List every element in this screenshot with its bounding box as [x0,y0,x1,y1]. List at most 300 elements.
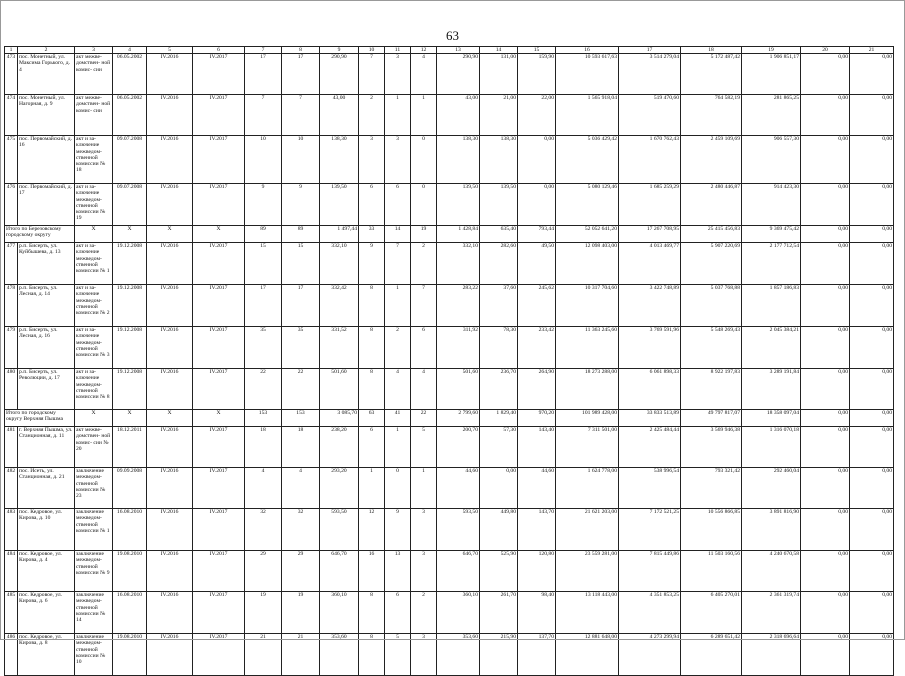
table-cell: 21,00 [480,95,518,136]
subtotal-cell: 63 [359,410,385,427]
table-cell: 0,00 [850,369,894,410]
subtotal-cell: 33 [359,226,385,243]
table-cell: IV.2016 [147,285,193,327]
table-cell: 44,60 [518,468,556,509]
table-cell: 646,70 [437,551,480,592]
table-cell: 0,00 [801,54,850,95]
table-cell: 538 996,54 [619,468,681,509]
table-cell: 474 [5,95,18,136]
table-cell: 236,70 [480,369,518,410]
table-cell: 143,40 [518,427,556,468]
table-cell: IV.2017 [193,509,245,551]
table-cell: 3 891 816,90 [742,509,801,551]
table-cell: 0,00 [850,184,894,226]
table-cell: 19.12.2008 [113,285,147,327]
table-cell: 10 [282,136,320,184]
table-cell: 7 [282,95,320,136]
table-cell: 0,00 [801,184,850,226]
subtotal-cell: 2 799,60 [437,410,480,427]
subtotal-cell: 18 358 097,04 [742,410,801,427]
table-cell: 12 098 403,00 [556,243,619,285]
table-cell: 57,30 [480,427,518,468]
table-cell: IV.2016 [147,427,193,468]
table-cell: IV.2016 [147,136,193,184]
table-cell: IV.2016 [147,592,193,634]
subtotal-cell: 0,00 [801,410,850,427]
table-cell: пос. Кедровое, ул. Кирова, д. 8 [18,634,75,676]
subtotal-label: Итого по Березовскому городскому округу [5,226,75,243]
column-number: 16 [556,47,619,54]
table-cell: 1 685 259,29 [619,184,681,226]
table-cell: 11 363 245,60 [556,327,619,369]
table-cell: 519 470,60 [619,95,681,136]
table-cell: р.п. Бисерть, ул. Лесная, д. 14 [18,285,75,327]
subtotal-cell: 3 085,70 [320,410,359,427]
table-cell: 19 [245,592,282,634]
table-cell: пос. Монетный, ул. Нагорная, д. 9 [18,95,75,136]
table-cell: пос. Первомайский, д. 17 [18,184,75,226]
table-cell: 29 [282,551,320,592]
table-cell: 290,90 [437,54,480,95]
table-cell: IV.2017 [193,369,245,410]
table-cell: 475 [5,136,18,184]
column-number: 9 [320,47,359,54]
table-cell: 5 907 220,69 [681,243,742,285]
table-cell: 139,50 [480,184,518,226]
table-cell: 5 [411,427,437,468]
column-number: 15 [518,47,556,54]
table-cell: IV.2017 [193,634,245,676]
table-cell: 360,10 [437,592,480,634]
table-cell: 7 172 521,25 [619,509,681,551]
table-cell: 7 311 501,00 [556,427,619,468]
subtotal-cell: 52 052 641,20 [556,226,619,243]
subtotal-cell: 1 829,40 [480,410,518,427]
table-cell: 0,00 [801,136,850,184]
subtotal-cell: 0,00 [850,410,894,427]
table-row [5,468,894,509]
table-cell: 19.12.2008 [113,243,147,285]
table-cell: 120,80 [518,551,556,592]
table-cell: 6 061 898,33 [619,369,681,410]
table-row [5,592,894,634]
subtotal-cell: 1 428,84 [437,226,480,243]
table-cell: 137,70 [518,634,556,676]
table-cell: 200,70 [437,427,480,468]
table-cell: 10 593 617,63 [556,54,619,95]
table-cell: акт межве- домствен- ной комис- сии № 20 [75,427,113,468]
table-cell: 3 [385,54,411,95]
table-cell: 233,42 [518,327,556,369]
table-cell: 501,60 [437,369,480,410]
table-cell: 1 670 762,43 [619,136,681,184]
table-cell: 0 [411,184,437,226]
table-cell: 18 [282,427,320,468]
column-number: 1 [5,47,18,54]
table-cell: 282,60 [480,243,518,285]
table-cell: 138,30 [480,136,518,184]
table-cell: IV.2017 [193,243,245,285]
table-cell: 481 [5,427,18,468]
table-cell: 3 769 591,96 [619,327,681,369]
subtotal-cell: X [147,226,193,243]
table-cell: 1 [359,468,385,509]
table-cell: 292 460,04 [742,468,801,509]
table-cell: 139,50 [437,184,480,226]
table-cell: 6 [385,592,411,634]
subtotal-cell: 0,00 [801,226,850,243]
table-cell: 2 318 696,64 [742,634,801,676]
table-cell: 793 321,42 [681,468,742,509]
table-cell: 2 480 446,87 [681,184,742,226]
table-cell: 2 [411,243,437,285]
table-cell: заключение межведом- ственной комиссии № 23 [75,468,113,509]
table-cell: 7 [385,243,411,285]
table-cell: 290,90 [320,54,359,95]
column-number: 20 [801,47,850,54]
table-cell: заключение межведом- ственной комиссии № 1 [75,509,113,551]
table-cell: 78,30 [480,327,518,369]
table-cell: 764 582,19 [681,95,742,136]
table-cell: 914 423,30 [742,184,801,226]
table-cell: 138,30 [320,136,359,184]
table-cell: 2 361 319,74 [742,592,801,634]
table-cell: 13 118 443,00 [556,592,619,634]
table-cell: 0,00 [801,509,850,551]
table-cell: 501,60 [320,369,359,410]
table-cell: 4 013 469,77 [619,243,681,285]
table-cell: IV.2017 [193,184,245,226]
table-cell: пос. Кедровое, ул. Кирова, д. 10 [18,509,75,551]
subtotal-cell: 89 [245,226,282,243]
subtotal-cell: 33 833 513,89 [619,410,681,427]
table-row [5,369,894,410]
table-cell: 331,52 [320,327,359,369]
table-cell: 17 [245,285,282,327]
column-number: 18 [681,47,742,54]
table-cell: 245,62 [518,285,556,327]
table-cell: 476 [5,184,18,226]
table-cell: 8 [359,327,385,369]
table-cell: 2 [359,95,385,136]
table-cell: IV.2017 [193,95,245,136]
column-number: 10 [359,47,385,54]
table-cell: 0,00 [480,468,518,509]
subtotal-cell: X [113,410,147,427]
table-cell: 09.07.2008 [113,136,147,184]
table-row [5,327,894,369]
subtotal-cell: 101 989 428,00 [556,410,619,427]
table-cell: 906 557,30 [742,136,801,184]
table-cell: 1 624 778,00 [556,468,619,509]
table-cell: 138,30 [437,136,480,184]
table-cell: 1 316 070,18 [742,427,801,468]
table-cell: 19.08.2010 [113,551,147,592]
subtotal-cell: 1 497,44 [320,226,359,243]
table-cell: 293,20 [320,468,359,509]
table-cell: IV.2016 [147,243,193,285]
table-cell: 0,00 [801,243,850,285]
table-cell: 332,42 [320,285,359,327]
column-number: 13 [437,47,480,54]
table-cell: 332,10 [437,243,480,285]
table-row [5,551,894,592]
table-cell: акт и за- ключение межведом- ственной комиссии № 2 [75,285,113,327]
table-cell: 215,90 [480,634,518,676]
table-cell: 22 [245,369,282,410]
table-cell: 143,70 [518,509,556,551]
column-number: 2 [18,47,75,54]
column-number: 4 [113,47,147,54]
table-cell: 0,00 [801,468,850,509]
table-cell: 06.05.2002 [113,95,147,136]
table-cell: 1 [385,427,411,468]
table-cell: 21 [282,634,320,676]
table-cell: 19 [282,592,320,634]
table-cell: 43,00 [320,95,359,136]
table-cell: 32 [282,509,320,551]
table-cell: 16.08.2010 [113,509,147,551]
table-cell: 4 [282,468,320,509]
table-cell: 9 [359,243,385,285]
table-cell: 4 240 670,58 [742,551,801,592]
table-cell: IV.2017 [193,592,245,634]
table-cell: 159,90 [518,54,556,95]
table-cell: пос. Кедровое, ул. Кирова, д. 4 [18,551,75,592]
table-cell: 10 556 866,85 [681,509,742,551]
column-number: 7 [245,47,282,54]
table-cell: 5 037 768,88 [681,285,742,327]
table-cell: IV.2017 [193,427,245,468]
table-cell: 2 425 484,44 [619,427,681,468]
table-cell: 0 [411,136,437,184]
table-row [5,54,894,95]
table-cell: 16.08.2010 [113,592,147,634]
table-cell: р.п. Бисерть, ул. Лесная, д. 16 [18,327,75,369]
table-cell: р.п. Бисерть, ул. Революции, д. 17 [18,369,75,410]
table-cell: заключение межведом- ственной комиссии № 10 [75,634,113,676]
table-row [5,285,894,327]
table-cell: заключение межведом- ственной комиссии № 14 [75,592,113,634]
column-number: 12 [411,47,437,54]
table-cell: 449,80 [480,509,518,551]
table-cell: 09.07.2008 [113,184,147,226]
table-cell: 9 [282,184,320,226]
page-number: 63 [446,28,459,43]
table-cell: акт и за- ключение межведом- ственной комиссии № 18 [75,136,113,184]
table-cell: 646,70 [320,551,359,592]
column-number: 6 [193,47,245,54]
table-cell: 311,92 [437,327,480,369]
table-cell: IV.2016 [147,184,193,226]
table-cell: 3 [411,509,437,551]
table-cell: IV.2016 [147,54,193,95]
table-cell: 6 [359,427,385,468]
column-number: 21 [850,47,894,54]
table-cell: 4 [245,468,282,509]
table-cell: 0,00 [850,285,894,327]
table-cell: 21 [245,634,282,676]
table-cell: 131,00 [480,54,518,95]
table-cell: 281 865,25 [742,95,801,136]
table-cell: 486 [5,634,18,676]
table-cell: IV.2016 [147,551,193,592]
subtotal-cell: 25 415 456,83 [681,226,742,243]
table-cell: 3 289 191,84 [742,369,801,410]
table-cell: 9 [385,509,411,551]
table-row [5,243,894,285]
table-cell: 9 [245,184,282,226]
table-cell: IV.2017 [193,54,245,95]
table-cell: 7 815 449,86 [619,551,681,592]
table-row [5,95,894,136]
table-cell: 2 177 712,54 [742,243,801,285]
table-cell: акт и за- ключение межведом- ственной комиссии № 8 [75,369,113,410]
table-cell: 23 559 281,00 [556,551,619,592]
table-cell: 0 [385,468,411,509]
subtotal-cell: 970,20 [518,410,556,427]
table-cell: 1 [411,95,437,136]
table-cell: 18 273 288,00 [556,369,619,410]
table-cell: 473 [5,54,18,95]
subtotal-cell: 17 267 708,95 [619,226,681,243]
table-cell: IV.2017 [193,468,245,509]
table-cell: 238,20 [320,427,359,468]
subtotal-cell: X [193,410,245,427]
table-cell: пос. Кедровое, ул. Кирова, д. 6 [18,592,75,634]
column-number-row [5,47,894,54]
table-cell: 3 422 748,89 [619,285,681,327]
subtotal-cell: 22 [411,410,437,427]
table-cell: 264,90 [518,369,556,410]
table-cell: 12 [359,509,385,551]
table-cell: 0,00 [850,327,894,369]
table-cell: пос. Исеть, ул. Станционная, д. 21 [18,468,75,509]
table-cell: 5 036 429,42 [556,136,619,184]
table-cell: 480 [5,369,18,410]
table-cell: 10 317 704,60 [556,285,619,327]
table-cell: пос. Первомайский, д. 16 [18,136,75,184]
table-cell: 332,10 [320,243,359,285]
table-cell: 17 [282,285,320,327]
subtotal-row [5,226,894,243]
column-number: 3 [75,47,113,54]
table-cell: 18 [245,427,282,468]
table-cell: 3 [385,136,411,184]
table-cell: 0,00 [801,95,850,136]
table-cell: 8 [359,369,385,410]
table-cell: 2 [385,327,411,369]
table-row [5,634,894,676]
subtotal-cell: 153 [282,410,320,427]
table-cell: IV.2017 [193,136,245,184]
table-cell: 0,00 [850,243,894,285]
table-cell: 16 [359,551,385,592]
resettlement-table [4,46,894,676]
subtotal-cell: X [75,410,113,427]
table-cell: 1 [385,95,411,136]
table-cell: 7 [245,95,282,136]
table-cell: 8 922 197,83 [681,369,742,410]
table-cell: IV.2017 [193,285,245,327]
table-cell: 19.12.2008 [113,327,147,369]
table-cell: 6 [359,184,385,226]
table-cell: 0,00 [801,634,850,676]
subtotal-cell: 635,40 [480,226,518,243]
table-cell: 4 273 299,94 [619,634,681,676]
table-cell: акт и за- ключение межведом- ственной комиссии № 19 [75,184,113,226]
subtotal-row [5,410,894,427]
table-cell: 17 [282,54,320,95]
table-cell: 525,90 [480,551,518,592]
subtotal-cell: 0,00 [850,226,894,243]
table-cell: 1 565 918,04 [556,95,619,136]
column-number: 11 [385,47,411,54]
table-cell: 09.09.2008 [113,468,147,509]
table-cell: 0,00 [801,427,850,468]
table-cell: 6 289 651,42 [681,634,742,676]
column-number: 14 [480,47,518,54]
table-cell: 98,40 [518,592,556,634]
table-cell: 483 [5,509,18,551]
table-cell: 2 045 384,21 [742,327,801,369]
table-cell: акт межве- домствен- ной комис- сии [75,95,113,136]
subtotal-cell: 19 [411,226,437,243]
subtotal-cell: 41 [385,410,411,427]
table-cell: IV.2016 [147,634,193,676]
table-cell: 0,00 [850,592,894,634]
table-cell: 29 [245,551,282,592]
table-cell: 11 503 160,56 [681,551,742,592]
table-cell: 06.05.2002 [113,54,147,95]
table-cell: 0,00 [801,369,850,410]
table-cell: 5 548 269,43 [681,327,742,369]
housing-table-sheet [4,46,893,666]
table-cell: 1 906 851,17 [742,54,801,95]
subtotal-cell: 153 [245,410,282,427]
table-cell: 8 [359,285,385,327]
table-cell: 593,50 [320,509,359,551]
table-cell: 0,00 [518,136,556,184]
table-cell: 19.08.2010 [113,634,147,676]
table-cell: 37,60 [480,285,518,327]
table-cell: 3 514 279,04 [619,54,681,95]
table-cell: акт межве- домствен- ной комис- сии [75,54,113,95]
table-cell: р.п. Бисерть, ул. Куйбышева, д. 13 [18,243,75,285]
subtotal-cell: X [75,226,113,243]
subtotal-cell: 793,44 [518,226,556,243]
table-cell: 0,00 [801,551,850,592]
subtotal-cell: X [147,410,193,427]
table-cell: 0,00 [850,509,894,551]
table-cell: г. Верхняя Пышма, ул. Станционная, д. 11 [18,427,75,468]
table-cell: 1 857 186,83 [742,285,801,327]
table-cell: 4 [385,369,411,410]
table-cell: 0,00 [850,468,894,509]
table-cell: 2 459 109,69 [681,136,742,184]
table-cell: 593,50 [437,509,480,551]
table-cell: 22,00 [518,95,556,136]
table-cell: 6 [385,184,411,226]
subtotal-cell: 89 [282,226,320,243]
table-cell: 32 [245,509,282,551]
table-cell: 3 [411,551,437,592]
table-cell: IV.2017 [193,551,245,592]
table-cell: 13 [385,551,411,592]
subtotal-cell: 9 369 475,42 [742,226,801,243]
column-number: 19 [742,47,801,54]
table-cell: IV.2016 [147,369,193,410]
